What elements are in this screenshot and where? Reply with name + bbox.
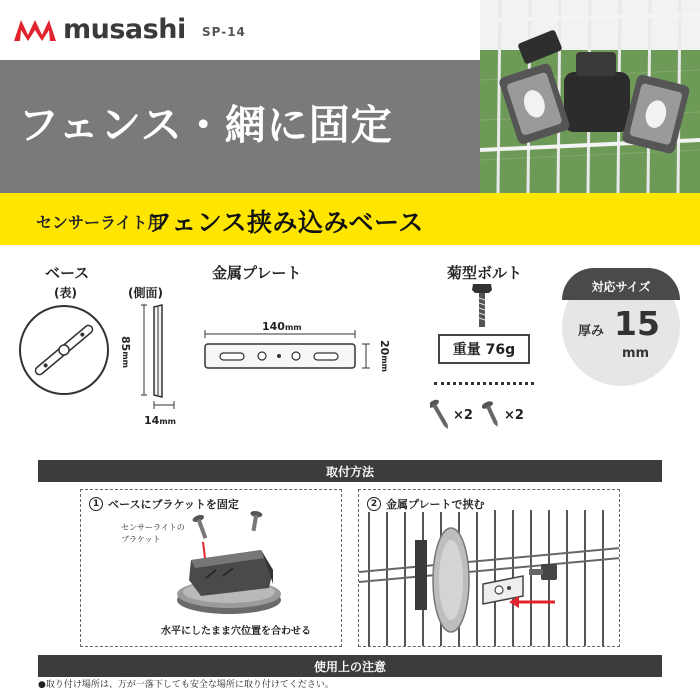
- size-value: 15: [614, 304, 660, 343]
- base-front-drawing: [18, 304, 110, 396]
- product-banner: [0, 193, 700, 245]
- bolt-label: 菊型ボルト: [447, 264, 523, 282]
- step2-title: [367, 496, 489, 512]
- step1-box: [80, 489, 342, 647]
- plate-label: 金属プレート: [212, 264, 302, 282]
- step1-caption: 水平にしたまま穴位置を合わせる: [161, 626, 311, 637]
- screw-short-qty: ×2: [504, 408, 524, 423]
- plate-width-unit: mm: [284, 323, 302, 332]
- step1-number: 1: [89, 497, 103, 511]
- step2-illustration: [359, 510, 620, 647]
- base-front-label: (表): [54, 286, 77, 300]
- method-section-bar: 取付方法: [38, 460, 662, 482]
- plate-height-value: 20: [378, 340, 391, 356]
- base-side-label: (側面): [128, 286, 163, 300]
- caution-section-bar: 使用上の注意: [38, 655, 662, 677]
- base-height-unit: mm: [121, 351, 130, 368]
- bracket-note-line1: センサーライトの: [121, 523, 185, 532]
- brand-logo: [12, 14, 186, 45]
- screw-qty: ×2: [453, 408, 473, 423]
- hero-title: フェンス・網に固定: [18, 101, 393, 149]
- size-unit: mm: [622, 346, 650, 361]
- step2-title-text: 金属プレートで挟む: [386, 498, 485, 511]
- base-height-value: 85: [119, 336, 132, 352]
- plate-height-dim: [378, 340, 391, 372]
- divider-dots: [434, 382, 534, 385]
- musashi-logo-icon: [12, 17, 58, 43]
- base-label: ベース: [45, 264, 90, 282]
- banner-title: フェンス挟み込みベース: [147, 208, 424, 237]
- base-thickness-dim: [144, 414, 176, 427]
- bracket-note-line2: ブラケット: [121, 535, 161, 544]
- weight-box: 重量 76g: [438, 334, 530, 364]
- brand-name: musashi: [63, 14, 186, 45]
- base-height-dim: [119, 336, 132, 368]
- size-label: 厚み: [578, 324, 605, 339]
- bolt-icon: [470, 282, 494, 330]
- step1-title-text: ベースにブラケットを固定: [108, 498, 239, 511]
- step2-number: 2: [367, 497, 381, 511]
- size-badge-header: [562, 268, 680, 300]
- hero-header: [0, 0, 700, 193]
- size-badge-title: 対応サイズ: [591, 280, 651, 294]
- product-photo: [480, 0, 700, 193]
- banner-subtitle: センサーライト用: [36, 213, 164, 232]
- plate-drawing: [200, 330, 380, 374]
- step2-box: [358, 489, 620, 647]
- screw-icon: [430, 398, 450, 432]
- base-thickness-value: 14: [144, 414, 160, 427]
- plate-height-unit: mm: [380, 355, 389, 372]
- model-number: SP-14: [202, 25, 246, 39]
- caution-note: ●取り付け場所は、万が一落下しても安全な場所に取り付けてください。: [38, 680, 334, 690]
- step1-illustration: [161, 510, 301, 622]
- base-thickness-unit: mm: [159, 417, 176, 426]
- base-thickness-line: [152, 400, 176, 410]
- plate-width-value: 140: [262, 320, 285, 333]
- base-side-drawing: [140, 303, 174, 399]
- size-badge: [562, 268, 680, 386]
- screw-short-icon: [482, 400, 502, 430]
